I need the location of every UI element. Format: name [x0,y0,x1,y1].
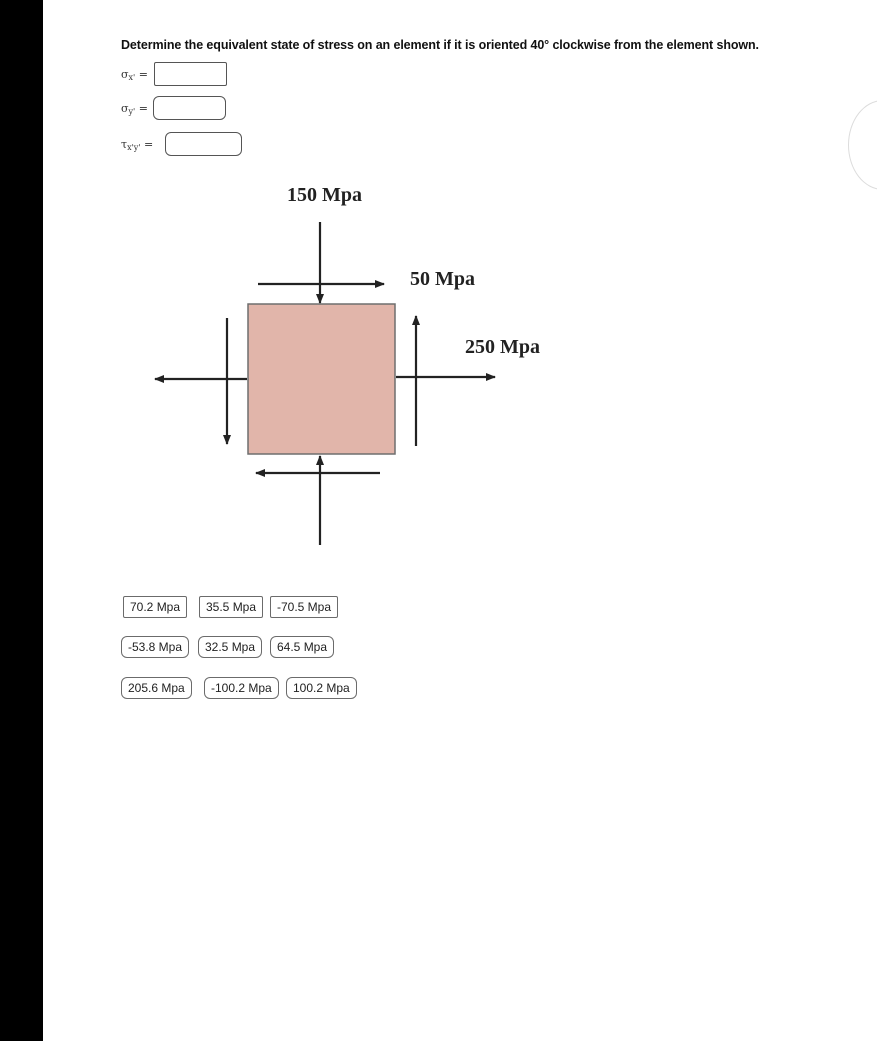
sigma-y-label: $\sigma_{y'}$ = [121,102,148,116]
option-32-5[interactable]: 32.5 Mpa [198,636,262,658]
option-neg-100-2[interactable]: -100.2 Mpa [204,677,279,699]
option-205-6[interactable]: 205.6 Mpa [121,677,192,699]
option-70-2[interactable]: 70.2 Mpa [123,596,187,618]
left-black-bar [0,0,43,1041]
option-neg-53-8[interactable]: -53.8 Mpa [121,636,189,658]
label-50-mpa: 50 Mpa [410,268,475,290]
question-text: Determine the equivalent state of stress on an element if it is oriented 40° clockwise from the element shown. [121,38,759,52]
tau-xy-label: $\tau_{x'y'}$ = [121,138,154,152]
sigma-y-input[interactable] [153,96,226,120]
edge-circle-control [848,100,877,190]
tau-xy-input[interactable] [165,132,242,156]
sigma-x-input[interactable] [154,62,227,86]
label-250-mpa: 250 Mpa [465,336,540,358]
option-100-2[interactable]: 100.2 Mpa [286,677,357,699]
option-neg-70-5[interactable]: -70.5 Mpa [270,596,338,618]
option-64-5[interactable]: 64.5 Mpa [270,636,334,658]
sigma-x-label: $\sigma_{x'}$ = [121,68,148,82]
option-35-5[interactable]: 35.5 Mpa [199,596,263,618]
label-150-mpa: 150 Mpa [287,184,362,206]
stress-element [248,304,395,454]
